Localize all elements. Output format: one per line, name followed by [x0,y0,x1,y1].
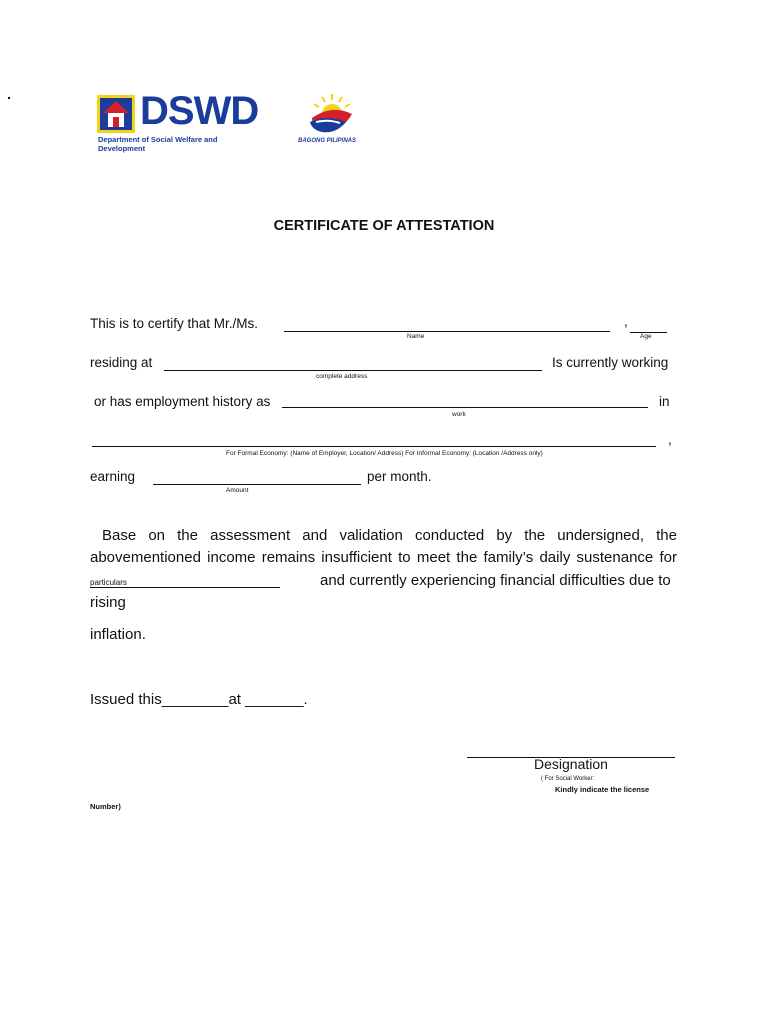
social-worker-note-2: Kindly indicate the license [555,785,650,794]
employer-comma: , [668,432,672,447]
dswd-emblem-icon [96,94,136,134]
work-blank[interactable] [282,407,648,408]
stray-mark [8,97,10,99]
paragraph-line-4: rising [90,594,126,611]
dswd-logo [96,89,266,153]
certify-text: This is to certify that Mr./Ms. [90,316,259,331]
dswd-logo-text: DSWD [140,89,259,133]
age-label: Age [640,333,652,340]
issued-place-blank[interactable]: _______. [245,691,308,708]
paragraph-line-2: abovementioned income remains insufficient to meet the family’s daily sustenance for [90,549,677,566]
social-worker-note-1: ( For Social Worker: [541,776,595,782]
paragraph-line-5: inflation. [90,626,146,643]
bagong-pilipinas-logo [298,92,368,148]
particulars-label: particulars [90,578,127,587]
employer-location-blank[interactable] [92,446,656,447]
name-comma: , [624,314,628,329]
name-label: Name [407,333,425,340]
particulars-blank[interactable] [90,587,280,588]
paragraph-line-1: Base on the assessment and validation conducted by the undersigned, the [102,527,677,544]
address-blank[interactable] [164,370,542,371]
name-blank[interactable] [284,331,610,332]
earning-text: earning [90,469,136,484]
issued-prefix: Issued this [90,691,162,708]
issued-date-blank[interactable]: ________ [161,691,229,708]
issued-line [90,691,308,708]
amount-blank[interactable] [153,484,361,485]
employment-history-text: or has employment history as [94,394,271,409]
residing-text: residing at [90,355,153,370]
paragraph-line-3: and currently experiencing financial difficulties due to [320,572,671,589]
social-worker-note-3: Number) [90,802,121,811]
bagong-pilipinas-text: BAGONG PILIPINAS [298,138,357,144]
work-label: work [452,411,466,418]
currently-working-text: Is currently working [552,355,669,370]
issued-at-text: at [228,691,241,708]
economy-label: For Formal Economy: (Name of Employer, Location/ Address) For Informal Economy: (Location /Address only) [226,450,543,457]
address-label: complete address [316,373,368,380]
document-title: CERTIFICATE OF ATTESTATION [273,218,495,234]
designation-text: Designation [534,756,608,772]
per-month-text: per month. [367,469,432,484]
in-text: in [659,394,670,409]
amount-label: Amount [226,487,249,494]
bagong-pilipinas-emblem-icon [302,92,362,136]
dswd-subtitle: Department of Social Welfare and Development [98,135,218,153]
